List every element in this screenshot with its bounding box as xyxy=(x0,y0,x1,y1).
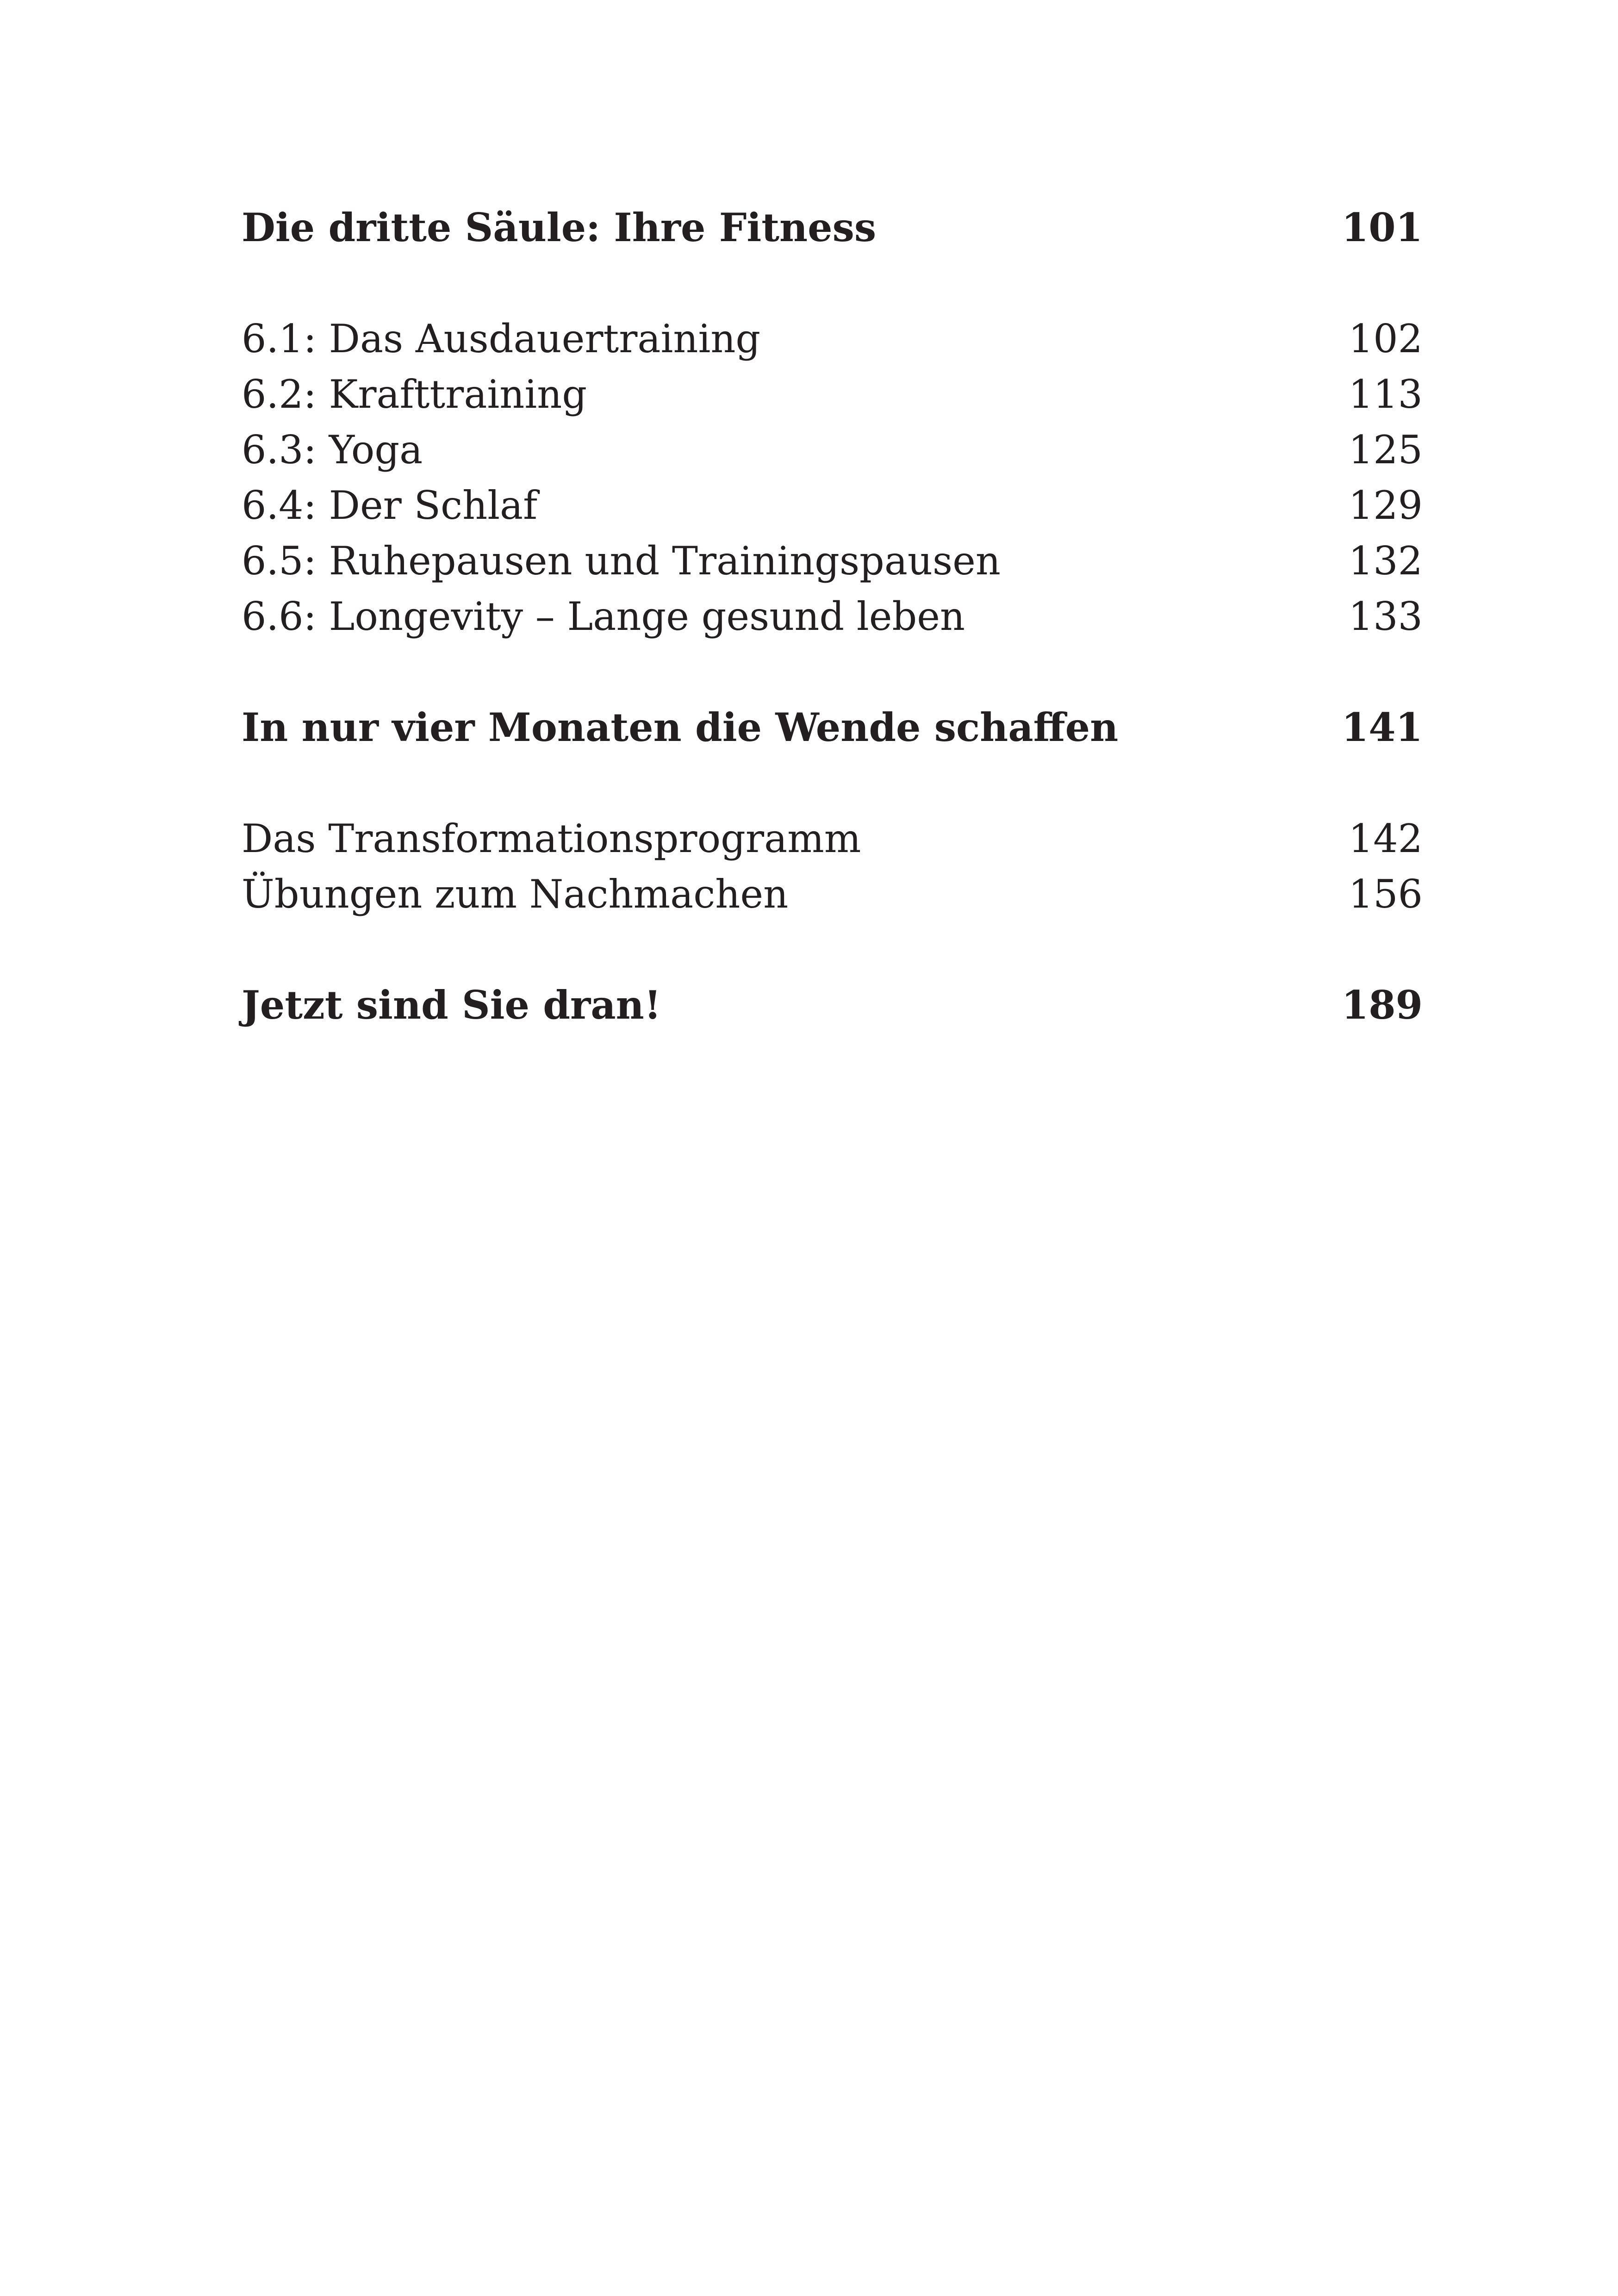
toc-entry[interactable] xyxy=(242,478,1423,533)
toc-page-number: 141 xyxy=(1341,704,1423,750)
toc-heading-fitness[interactable] xyxy=(242,200,1423,255)
toc-entry[interactable] xyxy=(242,589,1423,644)
toc-spacer xyxy=(242,255,1423,311)
table-of-contents xyxy=(242,200,1423,1033)
toc-heading-title: In nur vier Monaten die Wende schaffen xyxy=(242,704,1119,750)
toc-spacer xyxy=(242,922,1423,977)
toc-entry-title: 6.3: Yoga xyxy=(242,427,423,473)
toc-entry[interactable] xyxy=(242,311,1423,367)
toc-page-number: 129 xyxy=(1348,483,1423,528)
toc-entry-title: 6.6: Longevity – Lange gesund leben xyxy=(242,594,965,639)
toc-entry[interactable] xyxy=(242,422,1423,478)
toc-entry-title: 6.2: Krafttraining xyxy=(242,372,587,417)
toc-page-number: 125 xyxy=(1348,427,1423,473)
toc-entry-title: 6.5: Ruhepausen und Trainingspausen xyxy=(242,538,1001,584)
toc-heading-title: Die dritte Säule: Ihre Fitness xyxy=(242,205,877,250)
toc-spacer xyxy=(242,644,1423,700)
toc-heading-transformation[interactable] xyxy=(242,700,1423,755)
toc-page-number: 133 xyxy=(1348,594,1423,639)
toc-page-number: 101 xyxy=(1341,205,1423,250)
toc-entry[interactable] xyxy=(242,866,1423,922)
toc-entry-title: 6.1: Das Ausdauertraining xyxy=(242,316,761,361)
toc-spacer xyxy=(242,755,1423,811)
toc-page-number: 102 xyxy=(1348,316,1423,361)
toc-entry-title: Übungen zum Nachmachen xyxy=(242,871,789,917)
toc-heading-your-turn[interactable] xyxy=(242,977,1423,1033)
toc-entry-title: Das Transformationsprogramm xyxy=(242,816,861,861)
toc-entry[interactable] xyxy=(242,811,1423,866)
toc-entry[interactable] xyxy=(242,367,1423,422)
toc-page-number: 189 xyxy=(1341,982,1423,1028)
toc-page-number: 113 xyxy=(1348,372,1423,417)
toc-page-number: 132 xyxy=(1348,538,1423,584)
toc-heading-title: Jetzt sind Sie dran! xyxy=(242,982,661,1028)
toc-entry-title: 6.4: Der Schlaf xyxy=(242,483,538,528)
toc-page-number: 142 xyxy=(1348,816,1423,861)
toc-page-number: 156 xyxy=(1348,871,1423,917)
toc-entry[interactable] xyxy=(242,533,1423,589)
